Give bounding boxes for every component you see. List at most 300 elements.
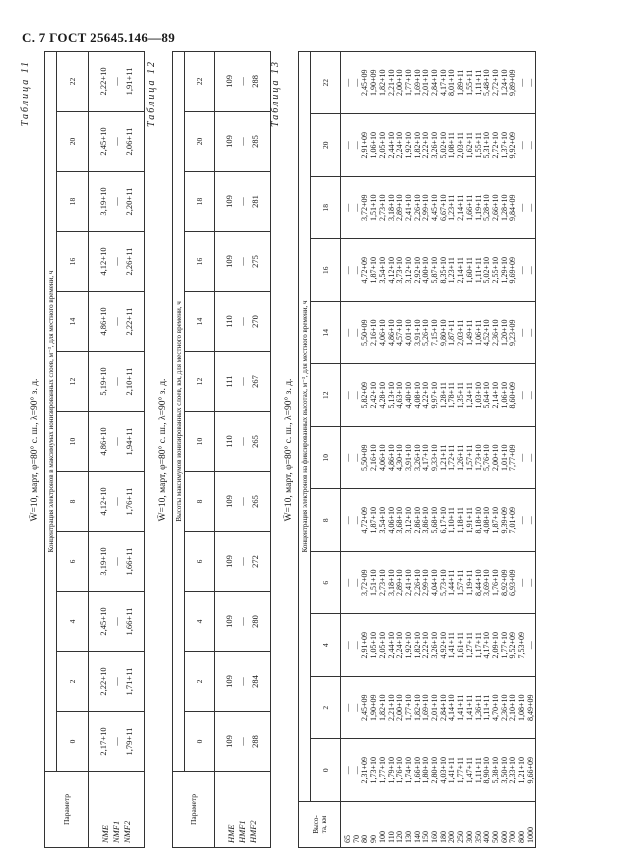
value: 3,18+10 [386,569,396,597]
value: 1,94+11 [124,427,134,456]
hour-header: 18 [311,177,341,240]
value: 1,06+11 [473,319,483,346]
value: 5,19+10 [98,367,108,396]
height-value: 800 [517,831,527,843]
value: 1,51+10 [369,569,379,597]
value: 1,27+11 [464,632,474,659]
value: — [517,141,527,150]
value: 4,14+10 [447,694,457,722]
value: — [351,78,361,87]
value: 109 [224,555,234,568]
value: 2,16+10 [369,444,379,472]
value: 1,11+11 [473,757,483,784]
value: — [237,317,247,326]
value: 1,77+10 [499,632,509,659]
value: 2,66+10 [490,194,500,222]
rotated-content [20,52,605,848]
value: 9,52+09 [508,632,518,659]
value: 267 [250,375,260,388]
value: 1,62+11 [464,132,474,159]
value-cell [89,112,145,172]
hour-header: 16 [311,239,341,302]
value: 1,89+11 [456,69,466,96]
value: 1,66+11 [464,194,474,221]
value: — [237,137,247,146]
hour-header: 6 [185,532,215,592]
value: 1,28+10 [499,194,509,222]
value: 2,01+10 [430,694,440,722]
value: — [343,328,352,337]
value: 2,73+10 [377,569,387,597]
value-cell [215,472,271,532]
value-cell [89,532,145,592]
value: 3,26+10 [430,632,440,659]
value: 1,10+11 [447,507,457,534]
value: 1,37+10 [499,132,509,159]
value: 3,26+10 [412,444,422,472]
value: — [343,578,352,587]
value: 4,04+10 [430,569,440,597]
value-column [341,489,536,552]
value: — [525,391,535,400]
value: 280 [250,615,260,628]
value: 2,91+09 [360,132,370,159]
value: 285 [250,135,260,148]
value: 1,05+10 [369,632,379,659]
height-value: 110 [386,831,396,843]
hour-header: 22 [311,51,341,114]
value: — [517,516,527,525]
value: 2,73+10 [377,194,387,222]
value: 3,73+10 [395,257,405,284]
value: — [237,737,247,746]
value: — [351,703,361,712]
value: 2,21+10 [386,694,396,722]
value-cell [89,352,145,412]
height-value: 120 [395,831,405,843]
value: — [111,617,121,626]
hour-header: 10 [57,412,89,472]
value: — [517,266,527,275]
value: — [111,377,121,386]
value-column [341,552,536,615]
value: 265 [250,435,260,448]
value: 1,71+11 [124,667,134,696]
value: 9,84+09 [508,194,518,222]
value: 1,21+11 [438,444,448,471]
value: 7,77+09 [508,444,518,472]
value: 1,41+11 [447,757,457,784]
t12-span-header: Высоты максимумов ионизированных слоев, км, для местного времени, ч [173,51,185,771]
value: 1,87+11 [447,319,457,346]
value: — [343,391,352,400]
value: 1,77+10 [403,694,413,722]
value: 1,90+09 [369,694,379,722]
hour-header: 16 [185,232,215,292]
value: 8,35+10 [438,257,448,284]
value-column [341,364,536,427]
value: 111 [224,375,234,388]
hour-header: 12 [185,352,215,412]
value: 2,24+10 [395,632,405,659]
hour-header: 8 [185,472,215,532]
hour-header: 8 [57,472,89,532]
value: 4,12+10 [386,257,396,284]
value: 9,39+09 [499,507,509,534]
value: 2,20+11 [124,187,134,216]
value: 288 [250,735,260,748]
t13-height-header: Высо- та, км [299,802,341,848]
value: 2,44+10 [386,132,396,159]
value: 1,20+10 [499,319,509,347]
value: 8,18+10 [473,507,483,534]
value: 4,30+10 [395,444,405,472]
value: — [237,677,247,686]
value: 3,54+10 [377,257,387,284]
value: 1,77+11 [456,757,466,784]
value: 1,69+10 [412,69,422,96]
value: — [351,578,361,587]
value: 5,87+10 [430,257,440,284]
value: 1,41+11 [456,694,466,721]
value: — [525,328,535,337]
value: 4,17+10 [438,69,448,96]
value: — [237,77,247,86]
value: 109 [224,255,234,268]
value: 4,06+10 [386,507,396,534]
value: — [343,703,352,712]
value-cell [89,292,145,352]
hour-header: 18 [57,172,89,232]
value: 4,40+10 [403,382,413,409]
value: 2,99+10 [421,194,431,222]
value: 1,17+11 [473,632,483,659]
hour-header: 20 [311,114,341,177]
value: — [111,437,121,446]
value: 7,01+09 [508,507,518,534]
value: 3,72+09 [360,194,370,222]
value: 2,45+10 [98,127,108,156]
value: — [343,766,352,775]
hour-header: 14 [185,292,215,352]
value: 2,24+10 [395,132,405,159]
value-column [341,739,536,802]
value: 1,69+10 [421,694,431,722]
hour-header: 2 [185,652,215,712]
value: 4,12+10 [98,487,108,516]
value: 4,72+09 [360,257,370,284]
value: 5,02+10 [482,257,492,284]
value-cell [89,232,145,292]
value: 2,06+11 [124,127,134,156]
value: 8,92+09 [499,569,509,597]
value: 9,23+09 [508,319,518,347]
value-cell [215,712,271,772]
value-column [341,677,536,740]
value: 4,86+10 [386,319,396,347]
value: 3,91+10 [403,444,413,472]
value: 5,13+10 [386,382,396,409]
value: — [351,203,361,212]
value-column [341,177,536,240]
t11-span-header: Концентрация электронов в максимумах ионизированных слоев, м⁻³, для местного времени, ч [45,51,57,771]
value: — [525,641,535,650]
table-13-caption: Таблица 13 [270,60,281,127]
value: 2,41+10 [403,569,413,597]
value: 2,01+10 [421,69,431,96]
value: 1,72+11 [447,444,457,471]
value: 272 [250,555,260,568]
value: — [351,641,361,650]
hour-header: 6 [57,532,89,592]
value: 1,79+10 [386,757,396,784]
hour-header: 0 [185,712,215,772]
height-value: 80 [360,835,370,843]
value: 2,22+10 [98,667,108,696]
value: 1,61+11 [456,632,466,659]
hour-header: 6 [311,552,341,615]
value: 1,18+11 [456,507,466,534]
value: 2,42+10 [369,382,379,409]
height-value: 350 [473,831,483,843]
value: 3,19+10 [98,187,108,216]
value: 281 [250,195,260,208]
value: 8,44+10 [473,569,483,597]
value: — [343,78,352,87]
value: 1,80+10 [421,757,431,784]
value: 109 [224,495,234,508]
value: 3,18+10 [386,194,396,222]
hour-header: 2 [311,677,341,740]
value: 1,77+10 [377,757,387,784]
value: — [111,497,121,506]
value: 2,84+10 [438,694,448,722]
hour-header: 4 [57,592,89,652]
value: 109 [224,75,234,88]
value: 3,86+10 [421,507,431,534]
value: 2,05+10 [377,632,387,659]
value: 284 [250,675,260,688]
value: 5,76+10 [482,444,492,472]
height-value: 180 [438,831,448,843]
value: 3,72+09 [360,569,370,597]
table-11-title: W̄=10, март, φ=80° с. ш., λ=90° з. д. [30,378,40,522]
value-cell [215,172,271,232]
value: — [517,203,527,212]
value-column [341,427,536,490]
value: 4,86+10 [98,307,108,336]
value: 9,33+10 [430,444,440,472]
value: 1,57+11 [456,569,466,596]
value: 109 [224,195,234,208]
value: 5,02+10 [438,132,448,159]
value-cell [89,592,145,652]
value-cell [215,412,271,472]
value: 8,49+09 [525,694,535,722]
value: 4,00+10 [421,257,431,284]
page-header: С. 7 ГОСТ 25645.146—89 [22,30,176,45]
value: 2,86+10 [412,507,422,534]
value: 1,51+10 [369,194,379,222]
value: 6,67+10 [438,194,448,222]
value: 5,38+10 [490,757,500,784]
value: 1,82+10 [412,694,422,722]
value: 1,23+11 [447,257,457,284]
value: 1,92+10 [403,132,413,159]
value-column [341,239,536,302]
value: 1,87+10 [369,257,379,284]
value: — [111,557,121,566]
value: 1,47+11 [464,757,474,784]
value: 1,35+11 [456,382,466,409]
value: 1,87+10 [369,507,379,534]
value-cell [89,172,145,232]
value: 8,60+09 [508,382,518,409]
hour-header: 18 [185,172,215,232]
value: — [351,766,361,775]
value: 3,50+10 [499,757,509,784]
value: 1,91+11 [464,507,474,534]
value: 1,06+10 [499,382,509,409]
value: 2,89+10 [395,569,405,597]
value: — [111,737,121,746]
value: 109 [224,615,234,628]
value: 1,76+10 [490,569,500,597]
param-label: HMF2 [248,820,258,843]
value: 4,08+10 [482,507,492,534]
value: 275 [250,255,260,268]
hour-header: 22 [185,51,215,111]
value: 2,00+10 [395,694,405,722]
height-value: 300 [464,831,474,843]
value: 1,60+11 [464,257,474,284]
value: 3,26+10 [430,132,440,159]
height-value: 65 [343,835,352,843]
height-value: 150 [421,831,431,843]
value: 4,86+10 [98,427,108,456]
height-value: 700 [508,831,518,843]
value: 1,76+10 [395,757,405,784]
value: 2,03+11 [456,132,466,159]
value: — [351,516,361,525]
value-cell [89,652,145,712]
value: 110 [224,315,234,328]
value: 2,22+10 [421,632,431,659]
param-label: NME [100,825,110,843]
value-cell [89,712,145,772]
table-11-caption: Таблица 11 [20,60,31,127]
value: 2,80+10 [430,757,440,784]
value: 3,68+10 [395,507,405,534]
value: 2,26+10 [412,194,422,222]
value: 1,44+11 [447,569,457,596]
value: 2,00+10 [395,69,405,96]
value: 2,10+11 [124,367,134,396]
value: 3,69+10 [482,569,492,597]
value: 2,14+11 [456,194,466,221]
value: — [111,197,121,206]
table-11 [44,51,145,848]
value: 1,76+11 [124,487,134,516]
table-13-title: W̄=10, март, φ=80° с. ш., λ=90° з. д. [284,378,294,522]
height-value: 90 [369,835,379,843]
height-value: 100 [377,831,387,843]
value: 1,41+11 [447,632,457,659]
value: 2,21+10 [386,69,396,96]
value: 2,16+10 [369,319,379,347]
value: — [237,437,247,446]
value: 2,89+10 [395,194,405,222]
value: 2,22+11 [124,307,134,336]
value: 5,50+09 [360,444,370,472]
value: 9,89+09 [508,69,518,96]
value: — [111,317,121,326]
value: 3,91+10 [412,319,422,347]
value: — [343,141,352,150]
value: 2,33+10 [508,757,518,784]
value: 2,22+10 [98,67,108,96]
value: 1,08+11 [447,132,457,159]
value-cell [215,51,271,111]
height-value: 140 [412,831,422,843]
value-column [341,302,536,365]
value: 5,50+09 [360,319,370,347]
value: — [343,453,352,462]
table-13 [298,51,536,848]
value: — [351,328,361,337]
hour-header: 16 [57,232,89,292]
value: 4,86+10 [386,444,396,472]
value: 2,45+09 [360,69,370,96]
value: 4,06+10 [377,319,387,347]
value: 9,80+10 [438,319,448,347]
value: 1,03+10 [473,382,483,409]
height-value: 400 [482,831,492,843]
value: 4,45+10 [430,194,440,222]
value: — [237,557,247,566]
value: 1,55+11 [473,132,483,159]
value: 1,28+11 [438,382,448,409]
value: 2,09+10 [490,632,500,659]
value: 1,78+11 [447,382,457,409]
value: 270 [250,315,260,328]
value: 5,31+10 [482,132,492,159]
value: — [525,203,535,212]
value-cell [89,472,145,532]
height-value: 500 [490,831,500,843]
value: — [237,617,247,626]
value: 5,73+10 [438,569,448,597]
value: 1,90+09 [369,69,379,96]
value: 4,03+10 [438,757,448,784]
value: 1,73+10 [473,444,483,472]
hour-header: 10 [185,412,215,472]
value: — [525,578,535,587]
value: 4,70+10 [490,694,500,722]
hour-header: 8 [311,489,341,552]
value-cell [215,232,271,292]
value: 1,23+11 [447,194,457,221]
value: — [517,453,527,462]
value: 2,44+10 [386,632,396,659]
height-value: 130 [403,831,413,843]
value: — [343,641,352,650]
value: — [517,328,527,337]
value: 1,82+10 [377,69,387,96]
param-label: NMF1 [111,820,121,843]
value: 2,36+10 [490,319,500,347]
value: 4,72+09 [360,507,370,534]
